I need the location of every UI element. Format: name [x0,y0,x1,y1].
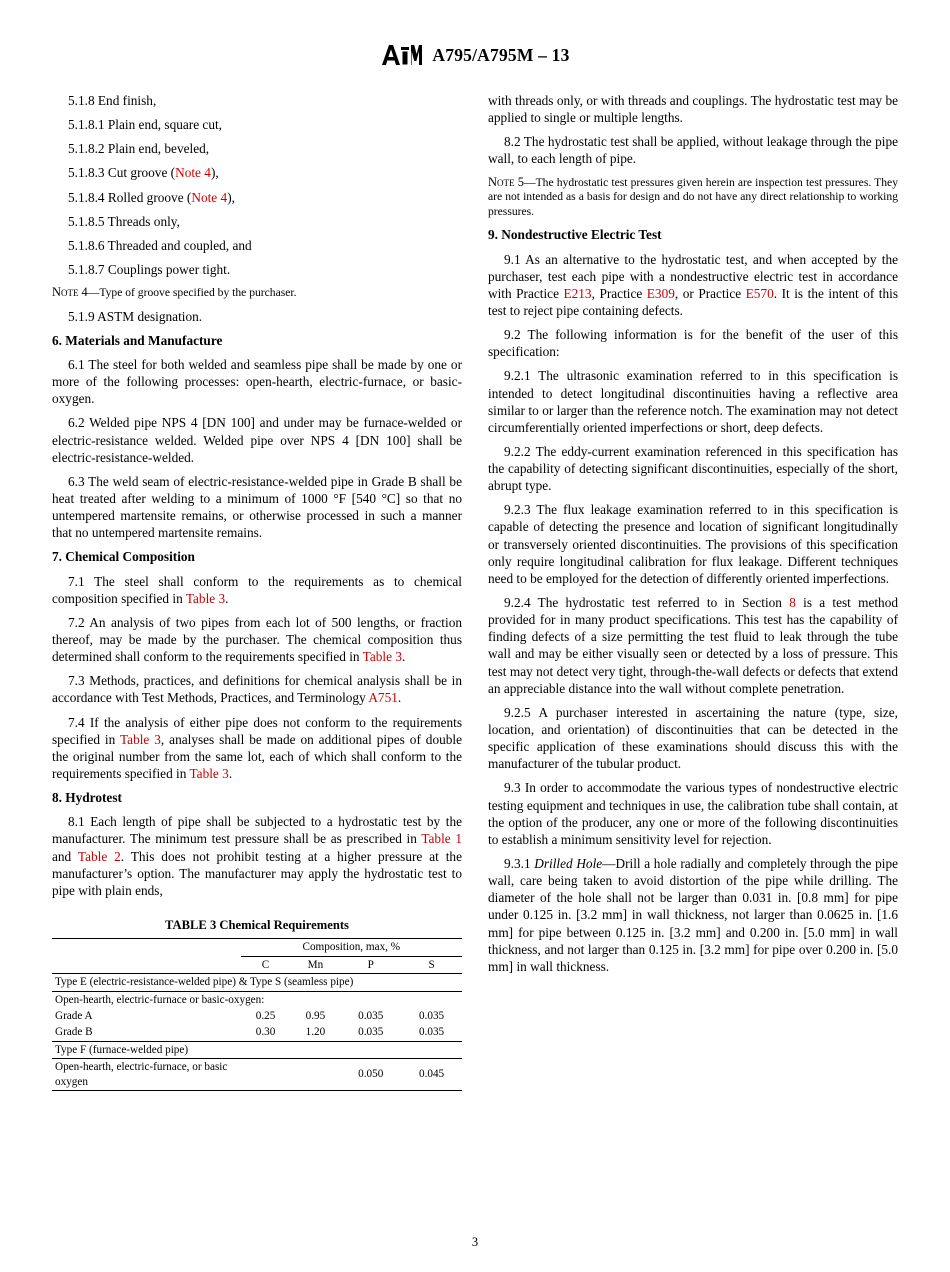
note-5 [488,175,898,220]
paragraph-7-1 [52,573,462,607]
paragraph-9-2-4-text-a: 9.2.4 The hydrostatic test referred to in Section [504,595,790,611]
paragraph-6-3: 6.3 The weld seam of electric-resistance-welded pipe in Grade B shall be heat treated after welding to a minimum of 1000 °F [540 °C] so that no untempered martensite remains, or otherwise processed in such a manner that no untempered martensite remains. [52,473,462,541]
row-label-grade-b: Grade B [52,1024,241,1041]
cell-grade-a-s: 0.035 [418,1009,445,1022]
note-5-text: —The hydrostatic test pressures given herein are inspection test pressures. They are not intended as a basis for design and do not have any direct relationship to working pressures. [488,175,898,218]
section-8-heading: 8. Hydrotest [52,790,122,806]
cell-grade-a-c: 0.25 [255,1009,276,1022]
e570-reference[interactable]: E570 [745,285,774,301]
table-1-reference[interactable]: Table 1 [421,831,462,847]
cell-grade-b-c: 0.30 [241,1024,291,1041]
column-header-p: P [340,956,401,973]
note-5-label: Note 5 [488,174,524,189]
note-4 [52,285,462,301]
body-columns [52,92,898,1091]
cut-groove-suffix: ), [210,165,219,181]
e213-reference[interactable]: E213 [563,285,592,301]
rolled-groove-suffix: ), [227,189,235,205]
empty-cell [52,939,241,956]
table-3-reference[interactable]: Table 3 [185,590,226,606]
paragraph-9-3: 9.3 In order to accommodate the various types of nondestructive electric testing equipment and techniques in use, the calibration tube shall contain, at the option of the producer, any one or more of the following discontinuities to establish a minimum sensitivity level for rejection. [488,780,898,847]
astm-logo-icon [380,41,422,71]
document-title: A795/A795M – 13 [432,44,570,65]
paragraph-7-2-text-a: 7.2 An analysis of two pipes from each lot of 500 lengths, or fraction thereof, may be made by the purchaser. The chemical composition thus determined shall conform to the requirements specified in [52,614,462,665]
section-label-type-f: Type F (furnace-welded pipe) [52,1041,462,1058]
list-item: 5.1.8.1 Plain end, square cut, [68,117,222,133]
cell-f-c [241,1059,291,1091]
list-item: 5.1.8 End finish, [68,93,157,108]
right-column [488,92,898,982]
cell-f-mn [290,1059,340,1091]
paragraph-9-1-text-c: , or Practice [674,285,746,301]
paragraph-9-3-1 [488,855,898,975]
paragraph-9-2-2: 9.2.2 The eddy-current examination referenced in this specification has the capability of detecting significant discontinuities, especially of the short, abrupt type. [488,443,898,494]
paragraph-8-1 [52,813,462,899]
e309-reference[interactable]: E309 [646,285,675,301]
list-item-rolled-groove [52,189,462,206]
paragraph-7-4-text-a: 7.4 If the analysis of either pipe does not conform to the requirements specified in [52,714,462,747]
paragraph-7-2 [52,614,462,665]
paragraph-7-1-text-b: . [225,590,229,606]
cell-f-p: 0.050 [340,1059,401,1091]
table-row [52,1059,462,1091]
paragraph-9-2: 9.2 The following information is for the benefit of the user of this specification: [488,327,898,360]
table-3-reference[interactable]: Table 3 [189,765,229,781]
paragraph-9-1 [488,251,898,320]
paragraph-6-1: 6.1 The steel for both welded and seamless pipe shall be made by one or more of the following processes: open-hearth, electric-furnace, or basic-oxygen. [52,357,462,407]
note-4-reference[interactable]: Note 4 [175,165,211,181]
section-8-reference[interactable]: 8 [789,595,796,611]
table-row-section [52,1041,462,1058]
section-9-heading: 9. Nondestructive Electric Test [488,227,662,243]
cell-grade-b-mn: 1.20 [290,1024,340,1041]
row-label-open-hearth-f: Open-hearth, electric-furnace, or basic oxygen [52,1059,241,1091]
table-3-title: TABLE 3 Chemical Requirements [165,917,349,932]
paragraph-6-2: 6.2 Welded pipe NPS 4 [DN 100] and under may be furnace-welded or electric-resistance welded. Welded pipe over NPS 4 [DN 100] shall be electric-resistance-welded. [52,415,462,465]
a751-reference[interactable]: A751 [368,690,398,706]
paragraph-7-2-text-b: . [402,649,406,665]
drilled-hole-term: Drilled Hole [534,856,603,872]
paragraph-8-1-text-b: and [52,848,78,864]
row-label-grade-a: Grade A [55,1009,93,1022]
paragraph-9-2-4-text-b: is a test method provided for in many product specifications. This test has the capability of finding defects of a size permitting the test fluid to leak through the tube wall and may be either visually seen or detected by a loss of pressure. This test may not detect very tight, through-the-wall defects or defects that extend an appreciable distance into the wall without complete penetration. [488,595,898,696]
table-3-reference[interactable]: Table 3 [362,649,402,665]
paragraph-7-4-text-c: . [228,765,233,781]
paragraph-7-4-text-b: , analyses shall be made on additional pipes of double the original number from the same lot, each of which shall conform to the requirements specified in [52,731,462,781]
paragraph-9-3-1-number: 9.3.1 [504,856,535,872]
cell-grade-b-p: 0.035 [340,1024,401,1041]
page-number: 3 [471,1235,479,1249]
table-3-container [52,917,462,1091]
list-item-cut-groove [52,164,462,181]
paragraph-7-3-text-a: 7.3 Methods, practices, and definitions for chemical analysis shall be in accordance with Test Methods, Practices, and Terminology [52,673,462,706]
column-header-s: S [401,956,462,973]
note-4-text: —Type of groove specified by the purchaser. [87,286,297,300]
list-item: 5.1.8.7 Couplings power tight. [68,261,231,277]
paragraph-9-1-text-d: . It is the intent of this test to reject pipe containing defects. [488,285,899,318]
table-row-subsection [52,991,462,1008]
left-column [52,92,462,1091]
table-row [52,1008,462,1024]
paragraph-8-1-text-a: 8.1 Each length of pipe shall be subjected to a hydrostatic test by the manufacturer. The minimum test pressure shall be as prescribed in [52,814,462,847]
paragraph-7-3-text-b: . [397,690,402,706]
paragraph-9-2-1: 9.2.1 The ultrasonic examination referred to in this specification is intended to detect longitudinal discontinuities having a reflective area similar to or larger than the reference notch. The examination may not detect circumferentially oriented imperfections or short, deep defects. [488,368,898,435]
column-header-c: C [241,956,291,973]
page-footer [0,1235,950,1250]
paragraph-8-2: 8.2 The hydrostatic test shall be applied, without leakage through the pipe wall, to each length of pipe. [488,134,898,167]
composition-group-header: Composition, max, % [241,939,462,956]
note-4-reference[interactable]: Note 4 [191,189,228,205]
cell-f-s: 0.045 [401,1059,462,1091]
paragraph-8-1-text-c: . This does not prohibit testing at a higher pressure at the manufacturer’s option. The manufacturer may apply the hydrostatic test to pipe with plain ends, [52,848,462,898]
table-row-column-headers [52,956,462,973]
paragraph-continuation: with threads only, or with threads and couplings. The hydrostatic test may be applied to single or multiple lengths. [488,93,898,126]
section-7-heading: 7. Chemical Composition [52,549,195,565]
paragraph-7-4 [52,714,462,783]
paragraph-9-1-text-a: 9.1 As an alternative to the hydrostatic test, and when accepted by the purchaser, test each pipe with a nondestructive electric test in accordance with Practice [488,251,898,301]
cell-grade-b-s: 0.035 [401,1024,462,1041]
table-row-group-header [52,939,462,956]
table-2-reference[interactable]: Table 2 [77,848,121,864]
column-header-mn: Mn [290,956,340,973]
section-label-type-e-s: Type E (electric-resistance-welded pipe) & Type S (seamless pipe) [52,974,462,991]
subsection-label-open-hearth: Open-hearth, electric-furnace or basic-oxygen: [55,993,265,1006]
paragraph-9-2-5: 9.2.5 A purchaser interested in ascertaining the nature (type, size, location, and orientation) of discontinuities that can be detected in the specific application of these examinations should discuss this with the manufacturer of the tubular product. [488,704,898,772]
rolled-groove-prefix: 5.1.8.4 Rolled groove ( [68,189,192,205]
list-item: 5.1.8.2 Plain end, beveled, [68,141,210,157]
paragraph-9-3-1-text: —Drill a hole radially and completely through the pipe wall, care being taken to avoid distortion of the pipe while drilling. The diameter of the hole shall not be larger than 0.031 in. [0.8 mm] for pipe under 0.125 in. [3.2 mm] in wall thickness, not larger than 0.0625 in. [1.6 mm] for pipe between 0.125 in. [3.2 mm] and 0.200 in. [5.0 mm] in wall thickness, and not larger than 0.125 in. [3.2 mm] for pipe over 0.200 in. [5.0 mm] in wall thickness. [488,856,898,974]
section-6-heading: 6. Materials and Manufacture [52,332,223,348]
list-item-astm-designation: 5.1.9 ASTM designation. [68,308,203,324]
table-row [52,1024,462,1041]
table-row-section [52,974,462,991]
paragraph-9-2-3: 9.2.3 The flux leakage examination referred to in this specification is capable of detecting the presence and location of significant longitudinally or transversely oriented discontinuities. The provisions of this specification only require longitudinal calibration for flux leakage. Different techniques need to be employed for the detection of differently oriented imperfections. [488,502,898,586]
paragraph-9-1-text-b: , Practice [591,285,647,301]
page-header [52,40,898,70]
cell-grade-a-mn: 0.95 [305,1009,326,1022]
column-header-blank [52,956,241,973]
note-4-label: Note 4 [52,285,88,300]
paragraph-9-2-4 [488,594,898,697]
list-item: 5.1.8.6 Threaded and coupled, and [68,237,252,253]
cut-groove-prefix: 5.1.8.3 Cut groove ( [68,165,176,181]
table-3-reference[interactable]: Table 3 [119,731,161,747]
list-item: 5.1.8.5 Threads only, [68,213,180,229]
paragraph-7-1-text-a: 7.1 The steel shall conform to the requirements as to chemical composition specified in [52,573,462,606]
cell-grade-a-p: 0.035 [358,1009,384,1022]
paragraph-7-3 [52,672,462,706]
table-3 [52,938,462,1091]
